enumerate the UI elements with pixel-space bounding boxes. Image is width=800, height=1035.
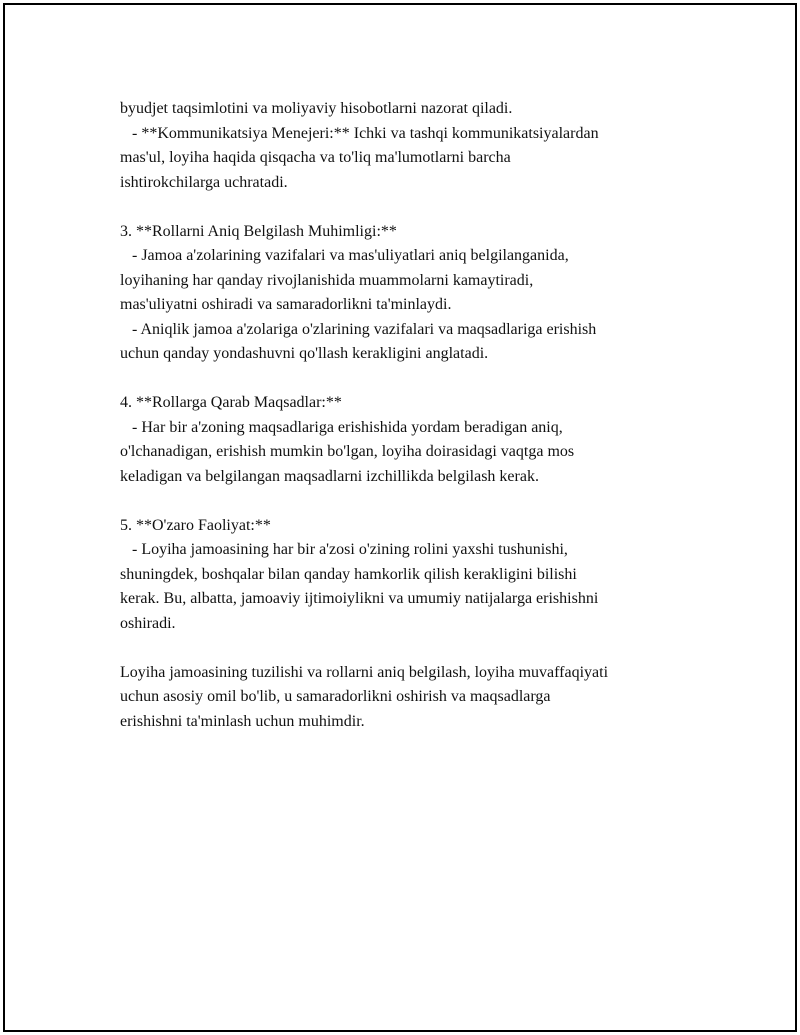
text-line: loyihaning har qanday rivojlanishida muammolarni kamaytiradi, <box>120 271 534 289</box>
paragraph-conclusion <box>120 661 710 735</box>
text-line: erishishni ta'minlash uchun muhimdir. <box>120 712 365 730</box>
paragraph-section-5 <box>120 514 710 637</box>
paragraph-spacer <box>120 636 710 661</box>
text-line: ishtirokchilarga uchratadi. <box>120 173 288 191</box>
text-line: shuningdek, boshqalar bilan qanday hamkorlik qilish kerakligini bilishi <box>120 565 577 583</box>
text-line: byudjet taqsimlotini va moliyaviy hisobotlarni nazorat qiladi. <box>120 100 513 117</box>
text-line: - Loyiha jamoasining har bir a'zosi o'zining rolini yaxshi tushunishi, <box>120 541 568 558</box>
paragraph-spacer <box>120 489 710 514</box>
section-heading: 4. **Rollarga Qarab Maqsadlar:** <box>120 394 342 411</box>
text-line: oshiradi. <box>120 614 176 632</box>
text-line: uchun asosiy omil bo'lib, u samaradorlikni oshirish va maqsadlarga <box>120 688 551 705</box>
text-line: uchun qanday yondashuvni qo'llash kerakligini anglatadi. <box>120 345 489 362</box>
text-line: - Aniqlik jamoa a'zolariga o'zlarining vazifalari va maqsadlariga erishish <box>120 320 597 338</box>
text-line: - **Kommunikatsiya Menejeri:** Ichki va tashqi kommunikatsiyalardan <box>120 124 599 142</box>
text-line: o'lchanadigan, erishish mumkin bo'lgan, loyiha doirasidagi vaqtga mos <box>120 443 575 460</box>
text-line: mas'uliyatni oshiradi va samaradorlikni ta'minlaydi. <box>120 296 452 313</box>
section-heading: 5. **O'zaro Faoliyat:** <box>120 516 271 534</box>
text-line: kerak. Bu, albatta, jamoaviy ijtimoiylikni va umumiy natijalarga erishishni <box>120 590 599 607</box>
text-line: - Jamoa a'zolarining vazifalari va mas'uliyatlari aniq belgilanganida, <box>120 247 569 264</box>
page-frame <box>3 3 797 1032</box>
document-body <box>120 97 710 734</box>
section-heading: 3. **Rollarni Aniq Belgilash Muhimligi:** <box>120 222 397 240</box>
paragraph-section-4 <box>120 391 710 489</box>
text-line: mas'ul, loyiha haqida qisqacha va to'liq ma'lumotlarni barcha <box>120 149 511 166</box>
text-line: keladigan va belgilangan maqsadlarni izchillikda belgilash kerak. <box>120 467 539 485</box>
paragraph-section-3 <box>120 220 710 367</box>
text-line: - Har bir a'zoning maqsadlariga erishishida yordam beradigan aniq, <box>120 418 563 436</box>
paragraph-roles-continued <box>120 97 710 195</box>
text-line: Loyiha jamoasining tuzilishi va rollarni aniq belgilash, loyiha muvaffaqiyati <box>120 663 609 681</box>
paragraph-spacer <box>120 367 710 392</box>
paragraph-spacer <box>120 195 710 220</box>
